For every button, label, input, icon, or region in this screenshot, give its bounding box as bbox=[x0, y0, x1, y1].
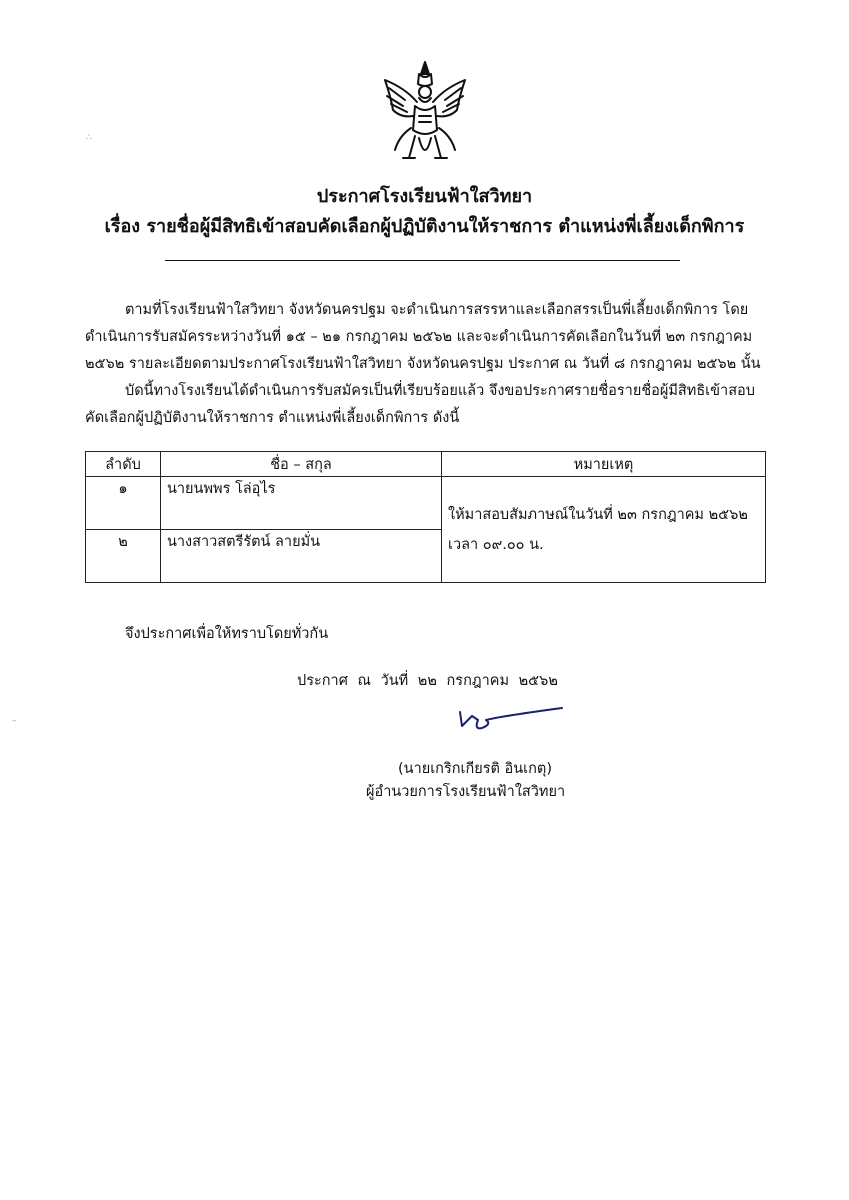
body-line-4: บัดนี้ทางโรงเรียนได้ดำเนินการรับสมัครเป็นที่เรียบร้อยแล้ว จึงขอประกาศรายชื่อรายชื่อผู้มีสิทธิเข้าสอบ bbox=[125, 383, 755, 399]
closing-statement: จึงประกาศเพื่อให้ทราบโดยทั่วกัน bbox=[125, 626, 329, 642]
announcement-date: ประกาศ ณ วันที่ ๒๒ กรกฎาคม ๒๕๖๒ bbox=[297, 673, 558, 689]
body-line-2: ดำเนินการรับสมัครระหว่างวันที่ ๑๕ – ๒๑ กรกฎาคม ๒๕๖๒ และจะดำเนินการคัดเลือกในวันที่ ๒๓ กรกฎาคม bbox=[85, 329, 753, 345]
table-header-row bbox=[86, 452, 766, 477]
column-header-remark: หมายเหตุ bbox=[442, 452, 766, 477]
scan-speck: – bbox=[12, 716, 17, 726]
signatory-position: ผู้อำนวยการโรงเรียนฟ้าใสวิทยา bbox=[366, 784, 566, 800]
row-number: ๒ bbox=[86, 530, 161, 583]
announcement-subject: เรื่อง รายชื่อผู้มีสิทธิเข้าสอบคัดเลือกผู้ปฏิบัติงานให้ราชการ ตำแหน่งพี่เลี้ยงเด็กพิการ bbox=[104, 216, 745, 237]
scan-speck: ∴ bbox=[86, 133, 92, 143]
table-row bbox=[86, 477, 766, 530]
body-line-3: ๒๕๖๒ รายละเอียดตามประกาศโรงเรียนฟ้าใสวิทยา จังหวัดนครปฐม ประกาศ ณ วันที่ ๘ กรกฎาคม ๒๕๖๒ นั้น bbox=[85, 356, 761, 372]
remark-line-2: เวลา ๐๙.๐๐ น. bbox=[448, 536, 544, 553]
title-divider bbox=[165, 260, 680, 261]
candidate-table bbox=[85, 451, 766, 583]
row-number: ๑ bbox=[86, 477, 161, 530]
remark-line-1: ให้มาสอบสัมภาษณ์ในวันที่ ๒๓ กรกฎาคม ๒๕๖๒ bbox=[448, 506, 748, 523]
remark-cell bbox=[442, 477, 766, 583]
candidate-name: นายนพพร โล่อุไร bbox=[161, 477, 442, 530]
signatory-name: (นายเกริกเกียรติ อินเกตุ) bbox=[398, 761, 552, 777]
body-line-5: คัดเลือกผู้ปฏิบัติงานให้ราชการ ตำแหน่งพี่เลี้ยงเด็กพิการ ดังนี้ bbox=[85, 410, 460, 426]
column-header-order: ลำดับ bbox=[86, 452, 161, 477]
candidate-name: นางสาวสตรีรัตน์ ลายมั่น bbox=[161, 530, 442, 583]
garuda-emblem-icon bbox=[375, 58, 475, 166]
announcement-title: ประกาศโรงเรียนฟ้าใสวิทยา bbox=[316, 186, 533, 207]
signature-icon bbox=[452, 702, 572, 736]
column-header-name: ชื่อ – สกุล bbox=[161, 452, 442, 477]
body-line-1: ตามที่โรงเรียนฟ้าใสวิทยา จังหวัดนครปฐม จะดำเนินการสรรหาและเลือกสรรเป็นพี่เลี้ยงเด็กพิการ โดย bbox=[125, 302, 749, 318]
